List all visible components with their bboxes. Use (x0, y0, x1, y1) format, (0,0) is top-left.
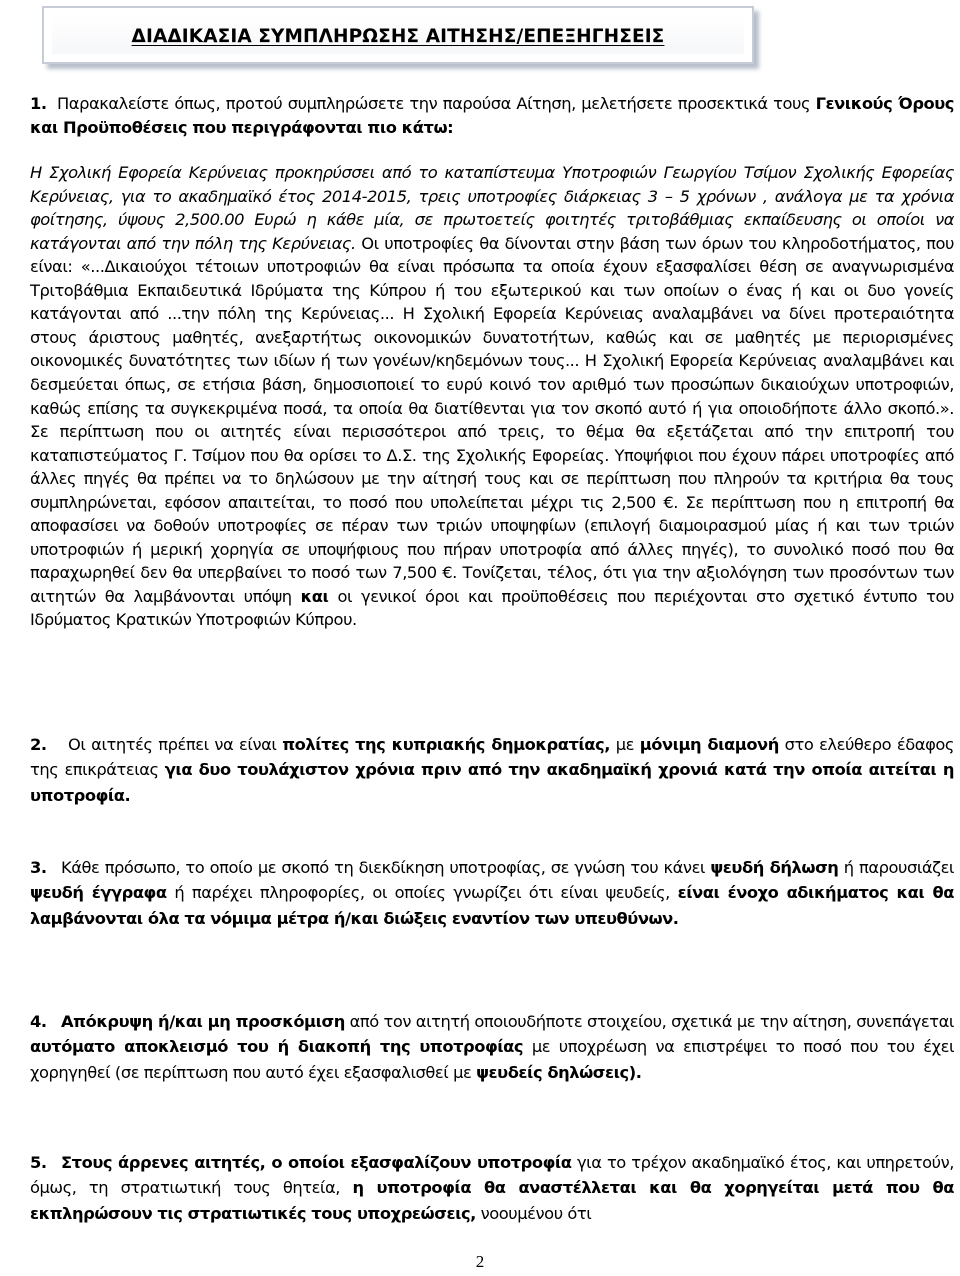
section-2-text-2: με (615, 735, 634, 754)
section-3-bold-3: είναι ένοχο αδικήματος και θα λαμβάνονται όλα τα νόμιμα μέτρα ή/και διώξεις εναντίον των υπευθύνων. (30, 883, 954, 928)
section-3-number: 3. (30, 858, 47, 877)
section-5-text-1: για το τρέχον ακαδημαϊκό έτος, και υπηρετούν, όμως, τη στρατιωτική τους θητεία, (30, 1153, 954, 1198)
section-1-bold-word: και (300, 586, 329, 606)
section-4-bold-2: αυτόματο αποκλεισμό του ή διακοπή της υποτροφίας (30, 1037, 524, 1057)
section-4-number: 4. (30, 1012, 47, 1031)
page-title: ΔΙΑΔΙΚΑΣΙΑ ΣΥΜΠΛΗΡΩΣΗΣ ΑΙΤΗΣΗΣ/ΕΠΕΞΗΓΗΣΕΙΣ (131, 26, 665, 47)
section-1-number: 1. (30, 94, 47, 113)
section-4 (30, 1009, 954, 1085)
section-3 (30, 855, 954, 931)
section-1-terms-end: οι γενικοί όροι και προϋποθέσεις που περιέχονται στο σχετικό έντυπο του Ιδρύματος Κρατικών Υποτροφιών Κύπρου. (30, 586, 954, 630)
page-number: 2 (475, 1252, 485, 1271)
section-2 (30, 732, 954, 808)
section-5 (30, 1150, 954, 1226)
section-3-text-1: Κάθε πρόσωπο, το οποίο με σκοπό τη διεκδίκηση υποτροφίας, σε γνώση του κάνει (61, 858, 705, 877)
section-2-bold-1: πολίτες της κυπριακής δημοκρατίας, (282, 735, 610, 754)
section-1 (30, 92, 954, 632)
section-2-bold-2: μόνιμη διαμονή (639, 735, 779, 754)
section-2-text-1: Οι αιτητές πρέπει να είναι (68, 735, 277, 754)
section-1-terms: Οι υποτροφίες θα δίνονται στην βάση των όρων του κληροδοτήματος, που είναι: «...Δικαιούχοι τέτοιων υποτροφιών θα είναι πρόσωπα τα οποία έχουν εξασφαλίσει θέση σε αναγνωρισμένα Τριτοβάθμια Εκπαιδευτικά Ιδρύματα της Κύπρου ή του εξωτερικού και των οποίων ο ένας ή και οι δυο γονείς κατάγονται από ...την πόλη της Κερύνειας... Η Σχολική Εφορεία Κερύνειας αναλαμβάνει να δίνει προτεραιότητα στους άριστους μαθητές, ανεξαρτήτως οικονομικών δυνατοτήτων, καθώς και σε μαθητές με περιορισμένες οικονομικές δυνατότητες των ιδίων ή των γονέων/κηδεμόνων τους... Η Σχολική Εφορεία Κερύνειας αναλαμβάνει και δεσμεύεται όπως, σε ετήσια βάση, δημοσιοποιεί το ευρύ κοινό τον αριθμό των προσώπων δικαιούχων υποτροφιών, καθώς επίσης τα συγκεκριμένα ποσά, τα οποία θα διατίθενται για τον σκοπό αυτό ή για οποιοδήποτε άλλο σκοπό.». Σε περίπτωση που οι αιτητές είναι περισσότεροι από τρεις, το θέμα θα εξετάζεται από την επιτροπή του καταπιστεύματος Γ. Τσίμον που θα ορίσει το Δ.Σ. της Σχολικής Εφορείας. Υποψήφιοι που έχουν πάρει υποτροφίες από άλλες πηγές θα πρέπει να το δηλώσουν με την αίτησή τους και σε περίπτωση που πληρούν τα κριτήρια θα τους συμπληρώνεται, εφόσον απαιτείται, το ποσό που υπολείπεται μέχρι τις 2,500 €. Σε περίπτωση που η επιτροπή θα αποφασίσει να δοθούν υποτροφίες σε πέραν των τριών υποψηφίων (επιλογή διαμοιρασμού μίας ή και των τριών υποτροφιών ή μερική χορηγία σε υποψήφιους που πήραν υποτροφία από άλλες πηγές), το συνολικό ποσό που θα παραχωρηθεί δεν θα υπερβαίνει το ποσό των 7,500 €. Τονίζεται, τέλος, ότι για την αξιολόγηση των προσόντων των αιτητών θα λαμβάνονται υπόψη (30, 233, 954, 606)
title-box (42, 6, 754, 64)
section-4-text-1: από τον αιτητή οποιουδήποτε στοιχείου, σχετικά με την αίτηση, συνεπάγεται (349, 1012, 954, 1031)
section-5-bold-1: Στους άρρενες αιτητές, ο οποίοι εξασφαλίζουν υποτροφία (61, 1153, 572, 1172)
section-3-bold-1: ψευδή δήλωση (710, 858, 839, 877)
section-5-bold-2: η υποτροφία θα αναστέλλεται και θα χορηγείται μετά που θα εκπληρώσουν τις στρατιωτικές τους υποχρεώσεις, (30, 1178, 954, 1223)
section-3-text-2: ή παρουσιάζει (843, 858, 954, 877)
section-4-bold-3: ψευδείς δηλώσεις). (476, 1062, 642, 1082)
section-3-text-3: ή παρέχει πληροφορίες, οι οποίες γνωρίζει ότι είναι ψευδείς, (174, 883, 670, 903)
section-2-number: 2. (30, 735, 47, 754)
title-box-inner (52, 16, 744, 54)
section-5-text-2: νοουμένου ότι (480, 1203, 592, 1223)
section-1-intro-bold: Γενικούς Όρους και Προϋποθέσεις που περιγράφονται πιο κάτω: (30, 94, 955, 137)
section-5-number: 5. (30, 1153, 47, 1172)
section-4-text-2: με υποχρέωση να επιστρέψει το ποσό που του έχει χορηγηθεί (σε περίπτωση που αυτό έχει εξασφαλισθεί με (30, 1037, 955, 1082)
section-2-bold-3: για δυο τουλάχιστον χρόνια πριν από την ακαδημαϊκή χρονιά κατά την οποία αιτείται η υποτροφία. (30, 760, 955, 805)
section-2-text-3: στο ελεύθερο έδαφος της επικράτειας (30, 735, 954, 780)
section-1-intro: Παρακαλείστε όπως, προτού συμπληρώσετε την παρούσα Αίτηση, μελετήσετε προσεκτικά τους (57, 94, 811, 113)
section-1-announcement: Η Σχολική Εφορεία Κερύνειας προκηρύσσει από το καταπίστευμα Υποτροφιών Γεωργίου Τσίμον Σχολικής Εφορείας Κερύνειας, για το ακαδημαϊκό έτος 2014-2015, τρεις υποτροφίες διάρκειας 3 – 5 χρόνων , ανάλογα με τα χρόνια φοίτησης, ύψους 2,500.00 Ευρώ η κάθε μία, σε πρωτοετείς φοιτητές τριτοβάθμιας εκπαίδευσης οι οποίοι να κατάγονται από την πόλη της Κερύνειας. (30, 163, 954, 253)
section-3-bold-2: ψευδή έγγραφα (30, 883, 167, 903)
section-4-bold-1: Απόκρυψη ή/και μη προσκόμιση (61, 1012, 345, 1031)
spacer (30, 139, 954, 161)
